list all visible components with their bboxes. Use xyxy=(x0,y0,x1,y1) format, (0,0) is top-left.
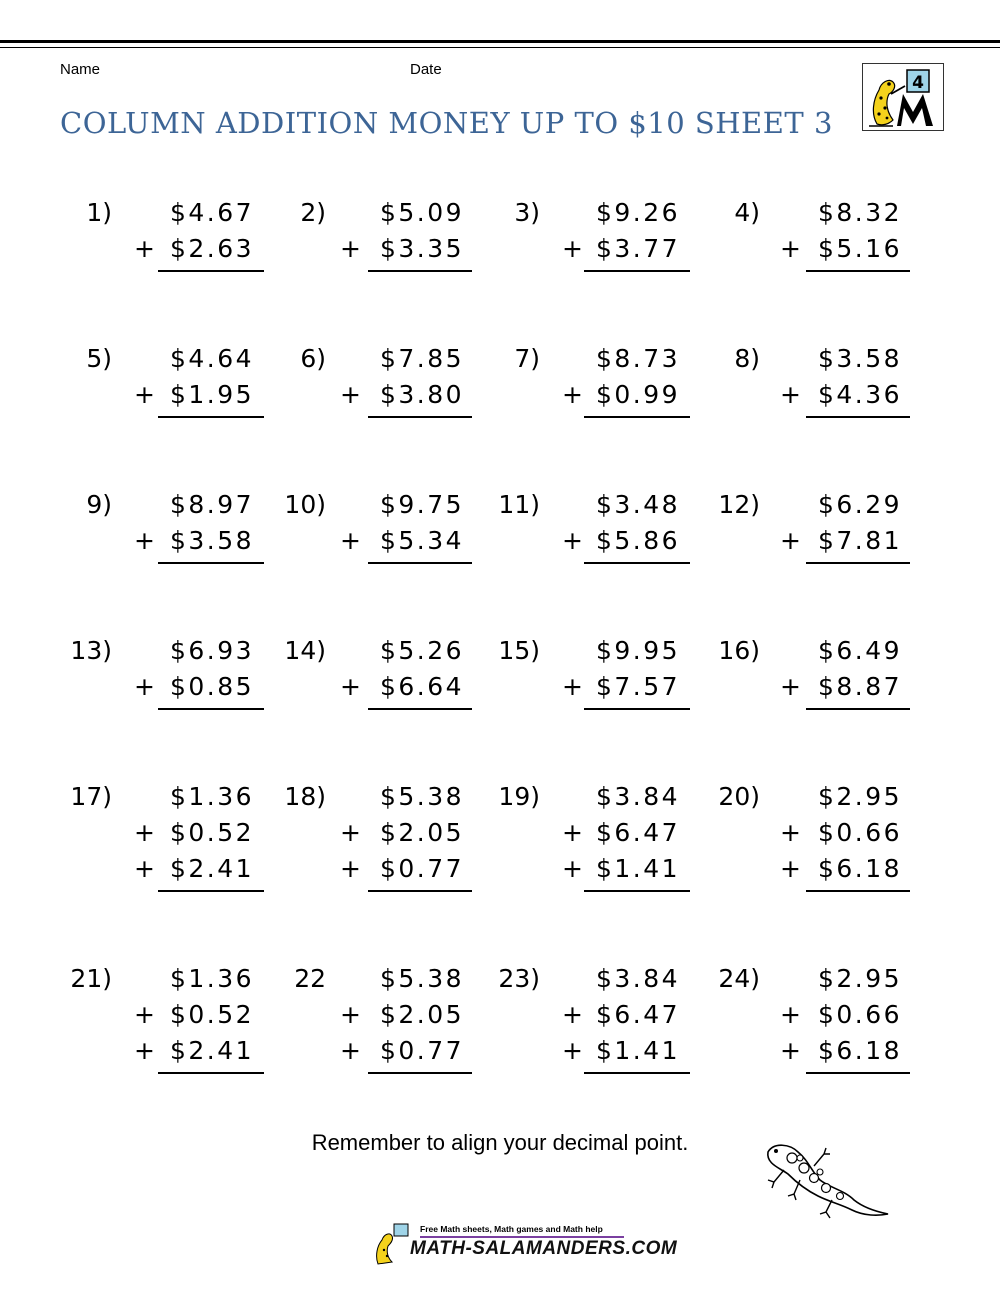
addend-row xyxy=(60,854,260,890)
plus-sign: + xyxy=(340,672,361,701)
problem-number: 15) xyxy=(498,636,540,665)
addend-first xyxy=(708,964,908,1000)
problem-number: 8) xyxy=(734,344,760,373)
plus-sign: + xyxy=(562,672,583,701)
addend-row xyxy=(488,1000,688,1036)
plus-sign: + xyxy=(562,234,583,263)
amount: $2.95 xyxy=(818,782,903,811)
plus-sign: + xyxy=(340,854,361,883)
answer-line xyxy=(806,1072,910,1074)
plus-sign: + xyxy=(134,672,155,701)
problem-14 xyxy=(274,636,474,718)
problem-7 xyxy=(488,344,688,426)
amount: $2.63 xyxy=(170,234,255,263)
answer-line xyxy=(584,1072,690,1074)
top-rule-thin xyxy=(0,47,1000,48)
amount: $5.26 xyxy=(380,636,465,665)
amount: $6.18 xyxy=(818,854,903,883)
addend-first xyxy=(60,344,260,380)
problem-10 xyxy=(274,490,474,572)
addend-row xyxy=(60,526,260,562)
answer-line xyxy=(806,890,910,892)
problem-number: 10) xyxy=(284,490,326,519)
answer-line xyxy=(158,708,264,710)
plus-sign: + xyxy=(134,1000,155,1029)
amount: $1.36 xyxy=(170,964,255,993)
answer-line xyxy=(158,890,264,892)
problem-number: 20) xyxy=(718,782,760,811)
name-label: Name xyxy=(60,61,101,78)
amount: $3.58 xyxy=(818,344,903,373)
addend-row xyxy=(708,818,908,854)
plus-sign: + xyxy=(562,380,583,409)
answer-line xyxy=(584,270,690,272)
addend-first xyxy=(274,490,474,526)
addend-first xyxy=(60,636,260,672)
reminder-text: Remember to align your decimal point. xyxy=(311,1130,689,1155)
amount: $3.35 xyxy=(380,234,465,263)
problem-2 xyxy=(274,198,474,280)
plus-sign: + xyxy=(780,234,801,263)
amount: $2.41 xyxy=(170,854,255,883)
answer-line xyxy=(368,890,472,892)
amount: $4.64 xyxy=(170,344,255,373)
plus-sign: + xyxy=(134,380,155,409)
amount: $5.38 xyxy=(380,964,465,993)
brand-tagline: Free Math sheets, Math games and Math help xyxy=(420,1224,603,1234)
problem-number: 7) xyxy=(514,344,540,373)
problem-number: 4) xyxy=(734,198,760,227)
plus-sign: + xyxy=(780,526,801,555)
plus-sign: + xyxy=(134,818,155,847)
amount: $0.77 xyxy=(380,1036,465,1065)
plus-sign: + xyxy=(562,854,583,883)
plus-sign: + xyxy=(780,672,801,701)
amount: $3.84 xyxy=(596,964,681,993)
amount: $3.84 xyxy=(596,782,681,811)
addend-first xyxy=(60,490,260,526)
addend-row xyxy=(60,1036,260,1072)
problem-22 xyxy=(274,964,474,1082)
problem-18 xyxy=(274,782,474,900)
addend-row xyxy=(274,672,474,708)
problem-number: 9) xyxy=(86,490,112,519)
problem-12 xyxy=(708,490,908,572)
amount: $1.41 xyxy=(596,1036,681,1065)
answer-line xyxy=(584,562,690,564)
amount: $3.48 xyxy=(596,490,681,519)
answer-line xyxy=(158,1072,264,1074)
amount: $8.73 xyxy=(596,344,681,373)
amount: $8.32 xyxy=(818,198,903,227)
amount: $5.34 xyxy=(380,526,465,555)
amount: $0.52 xyxy=(170,818,255,847)
problem-17 xyxy=(60,782,260,900)
answer-line xyxy=(806,416,910,418)
problem-number: 16) xyxy=(718,636,760,665)
amount: $6.47 xyxy=(596,818,681,847)
brand-logo-icon xyxy=(374,1222,678,1266)
problem-number: 13) xyxy=(70,636,112,665)
answer-line xyxy=(368,562,472,564)
addend-first xyxy=(60,964,260,1000)
problem-number: 23) xyxy=(498,964,540,993)
amount: $4.36 xyxy=(818,380,903,409)
addend-first xyxy=(488,964,688,1000)
problem-20 xyxy=(708,782,908,900)
plus-sign: + xyxy=(562,818,583,847)
addend-row xyxy=(488,526,688,562)
amount: $2.05 xyxy=(380,818,465,847)
amount: $1.95 xyxy=(170,380,255,409)
addend-row xyxy=(488,854,688,890)
plus-sign: + xyxy=(340,818,361,847)
problem-number: 24) xyxy=(718,964,760,993)
addend-row xyxy=(274,818,474,854)
addend-row xyxy=(60,234,260,270)
logo-number: 4 xyxy=(912,73,924,93)
problem-8 xyxy=(708,344,908,426)
problem-number: 5) xyxy=(86,344,112,373)
answer-line xyxy=(158,562,264,564)
amount: $8.97 xyxy=(170,490,255,519)
problem-number: 22 xyxy=(294,964,326,993)
amount: $0.77 xyxy=(380,854,465,883)
plus-sign: + xyxy=(134,854,155,883)
addend-row xyxy=(708,854,908,890)
problem-13 xyxy=(60,636,260,718)
addend-first xyxy=(488,344,688,380)
amount: $5.09 xyxy=(380,198,465,227)
problem-number: 19) xyxy=(498,782,540,811)
plus-sign: + xyxy=(780,818,801,847)
addend-row xyxy=(708,234,908,270)
problem-6 xyxy=(274,344,474,426)
amount: $2.05 xyxy=(380,1000,465,1029)
amount: $3.80 xyxy=(380,380,465,409)
amount: $0.66 xyxy=(818,1000,903,1029)
problem-1 xyxy=(60,198,260,280)
amount: $9.75 xyxy=(380,490,465,519)
answer-line xyxy=(158,270,264,272)
answer-line xyxy=(584,890,690,892)
addend-first xyxy=(708,344,908,380)
plus-sign: + xyxy=(340,1036,361,1065)
answer-line xyxy=(806,708,910,710)
plus-sign: + xyxy=(562,526,583,555)
plus-sign: + xyxy=(134,234,155,263)
problem-19 xyxy=(488,782,688,900)
plus-sign: + xyxy=(340,234,361,263)
addend-row xyxy=(488,234,688,270)
addend-first xyxy=(488,198,688,234)
plus-sign: + xyxy=(780,380,801,409)
problem-number: 17) xyxy=(70,782,112,811)
problem-number: 3) xyxy=(514,198,540,227)
answer-line xyxy=(584,416,690,418)
answer-line xyxy=(368,708,472,710)
amount: $8.87 xyxy=(818,672,903,701)
addend-row xyxy=(708,1000,908,1036)
amount: $2.95 xyxy=(818,964,903,993)
problem-15 xyxy=(488,636,688,718)
brand-name: MATH-SALAMANDERS.COM xyxy=(410,1238,678,1259)
addend-row xyxy=(60,818,260,854)
amount: $3.77 xyxy=(596,234,681,263)
problem-5 xyxy=(60,344,260,426)
problem-9 xyxy=(60,490,260,572)
plus-sign: + xyxy=(780,1000,801,1029)
addend-row xyxy=(274,380,474,416)
plus-sign: + xyxy=(134,1036,155,1065)
amount: $0.99 xyxy=(596,380,681,409)
problem-number: 18) xyxy=(284,782,326,811)
date-label: Date xyxy=(410,61,442,78)
addend-row xyxy=(274,854,474,890)
plus-sign: + xyxy=(340,380,361,409)
addend-first xyxy=(274,344,474,380)
amount: $1.36 xyxy=(170,782,255,811)
addend-row xyxy=(274,234,474,270)
addend-first xyxy=(488,636,688,672)
amount: $6.93 xyxy=(170,636,255,665)
plus-sign: + xyxy=(340,1000,361,1029)
addend-row xyxy=(60,1000,260,1036)
addend-row xyxy=(60,672,260,708)
amount: $6.49 xyxy=(818,636,903,665)
addend-first xyxy=(60,198,260,234)
addend-first xyxy=(708,636,908,672)
answer-line xyxy=(158,416,264,418)
page-title: COLUMN ADDITION MONEY UP TO $10 SHEET 3 xyxy=(60,106,833,140)
answer-line xyxy=(368,1072,472,1074)
addend-first xyxy=(274,636,474,672)
amount: $6.18 xyxy=(818,1036,903,1065)
addend-first xyxy=(488,782,688,818)
amount: $0.85 xyxy=(170,672,255,701)
addend-row xyxy=(708,672,908,708)
top-rule-thick xyxy=(0,40,1000,43)
salamander-logo-icon xyxy=(862,63,944,131)
amount: $1.41 xyxy=(596,854,681,883)
addend-first xyxy=(274,964,474,1000)
plus-sign: + xyxy=(780,854,801,883)
problem-4 xyxy=(708,198,908,280)
plus-sign: + xyxy=(780,1036,801,1065)
amount: $4.67 xyxy=(170,198,255,227)
plus-sign: + xyxy=(340,526,361,555)
answer-line xyxy=(806,562,910,564)
amount: $5.16 xyxy=(818,234,903,263)
addend-first xyxy=(488,490,688,526)
problem-21 xyxy=(60,964,260,1082)
addend-row xyxy=(708,1036,908,1072)
addend-first xyxy=(274,198,474,234)
problem-number: 1) xyxy=(86,198,112,227)
answer-line xyxy=(368,416,472,418)
plus-sign: + xyxy=(134,526,155,555)
problem-number: 14) xyxy=(284,636,326,665)
addend-first xyxy=(708,490,908,526)
addend-row xyxy=(488,672,688,708)
salamander-illustration-icon xyxy=(760,1138,895,1232)
problem-16 xyxy=(708,636,908,718)
addend-row xyxy=(274,1036,474,1072)
addend-row xyxy=(708,380,908,416)
problem-number: 6) xyxy=(300,344,326,373)
problem-23 xyxy=(488,964,688,1082)
problem-number: 11) xyxy=(498,490,540,519)
addend-row xyxy=(60,380,260,416)
plus-sign: + xyxy=(562,1000,583,1029)
amount: $7.81 xyxy=(818,526,903,555)
addend-row xyxy=(488,380,688,416)
addend-row xyxy=(274,526,474,562)
problem-24 xyxy=(708,964,908,1082)
amount: $0.52 xyxy=(170,1000,255,1029)
amount: $5.86 xyxy=(596,526,681,555)
answer-line xyxy=(806,270,910,272)
problem-number: 12) xyxy=(718,490,760,519)
problem-11 xyxy=(488,490,688,572)
addend-first xyxy=(708,198,908,234)
problem-number: 21) xyxy=(70,964,112,993)
addend-row xyxy=(274,1000,474,1036)
amount: $9.95 xyxy=(596,636,681,665)
addend-row xyxy=(708,526,908,562)
amount: $5.38 xyxy=(380,782,465,811)
amount: $3.58 xyxy=(170,526,255,555)
problem-number: 2) xyxy=(300,198,326,227)
amount: $7.85 xyxy=(380,344,465,373)
amount: $9.26 xyxy=(596,198,681,227)
amount: $7.57 xyxy=(596,672,681,701)
addend-row xyxy=(488,818,688,854)
problem-3 xyxy=(488,198,688,280)
addend-first xyxy=(274,782,474,818)
addend-first xyxy=(60,782,260,818)
addend-first xyxy=(708,782,908,818)
plus-sign: + xyxy=(562,1036,583,1065)
addend-row xyxy=(488,1036,688,1072)
amount: $6.47 xyxy=(596,1000,681,1029)
amount: $6.64 xyxy=(380,672,465,701)
answer-line xyxy=(584,708,690,710)
answer-line xyxy=(368,270,472,272)
amount: $6.29 xyxy=(818,490,903,519)
amount: $0.66 xyxy=(818,818,903,847)
amount: $2.41 xyxy=(170,1036,255,1065)
